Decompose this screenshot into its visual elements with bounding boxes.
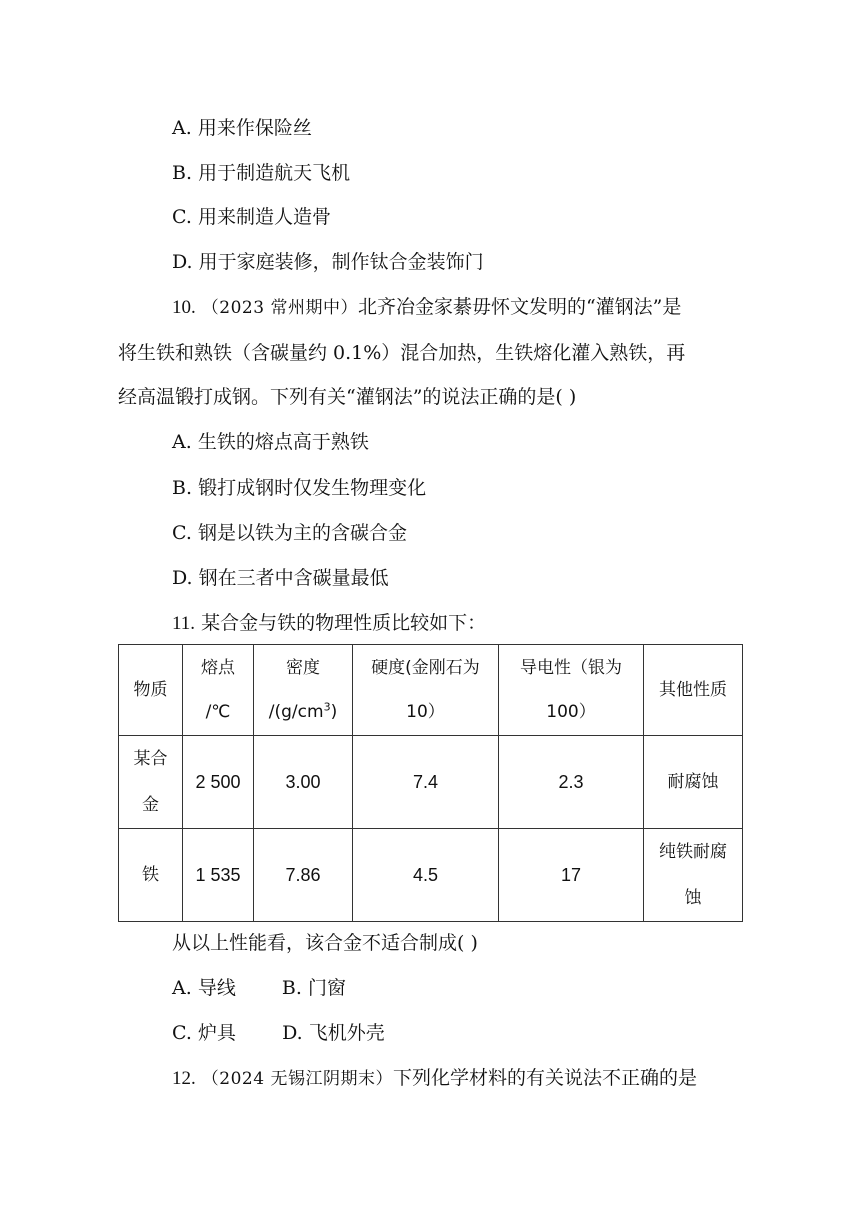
header-density bbox=[254, 645, 353, 736]
cell-other-properties bbox=[644, 829, 743, 922]
option-text: 炉具 bbox=[197, 1022, 236, 1044]
other-properties-line-1: 纯铁耐腐 bbox=[659, 842, 727, 862]
option-text: 飞机外壳 bbox=[308, 1022, 385, 1044]
q10-stem-line-3: 经高温锻打成钢。下列有关“灌钢法”的说法正确的是( ) bbox=[118, 386, 577, 408]
q11-options-row-2 bbox=[172, 1021, 385, 1045]
properties-table bbox=[118, 644, 743, 922]
option-text: 用于制造航天飞机 bbox=[198, 162, 351, 184]
table-header-row bbox=[119, 645, 743, 736]
q11-question: 从以上性能看，该合金不适合制成( ) bbox=[172, 932, 478, 954]
cell-hardness: 4.5 bbox=[353, 829, 499, 922]
header-density-unit bbox=[256, 690, 350, 734]
header-other-properties: 其他性质 bbox=[644, 645, 743, 736]
cell-hardness: 7.4 bbox=[353, 736, 499, 829]
density-unit-text: /(g/cm bbox=[268, 702, 324, 722]
header-hardness bbox=[353, 645, 499, 736]
q12-stem-line-1 bbox=[172, 1066, 697, 1091]
header-hardness-label: 硬度(金刚石为 bbox=[371, 658, 480, 678]
option-text: 钢在三者中含碳量最低 bbox=[198, 567, 389, 589]
option-text: 用来作保险丝 bbox=[197, 117, 312, 139]
table-row bbox=[119, 829, 743, 922]
table-row bbox=[119, 736, 743, 829]
question-source: （2024 无锡江阴期末） bbox=[201, 1069, 393, 1089]
question-stem: 北齐冶金家綦毋怀文发明的“灌钢法”是 bbox=[357, 296, 682, 318]
option-letter: D. bbox=[172, 567, 193, 589]
option-letter: C. bbox=[172, 1022, 192, 1044]
header-substance: 物质 bbox=[119, 645, 183, 736]
q9-option-a bbox=[172, 116, 312, 140]
header-conductivity-label: 导电性（银为 bbox=[520, 658, 622, 678]
option-text: 门窗 bbox=[307, 977, 346, 999]
option-letter: B. bbox=[281, 977, 302, 999]
cell-density: 7.86 bbox=[254, 829, 353, 922]
option-letter: A. bbox=[172, 117, 192, 139]
q10-option-b bbox=[172, 476, 426, 500]
question-number: 11. bbox=[172, 613, 196, 634]
option-letter: B. bbox=[172, 477, 193, 499]
option-letter: D. bbox=[282, 1022, 303, 1044]
option-text: 钢是以铁为主的含碳合金 bbox=[197, 522, 407, 544]
header-melting-point bbox=[183, 645, 254, 736]
substance-name-line-2: 金 bbox=[142, 795, 159, 815]
q10-stem-line-1 bbox=[172, 295, 681, 320]
question-number: 10. bbox=[172, 297, 196, 318]
substance-name-line-1: 某合 bbox=[133, 749, 168, 769]
option-text: 锻打成钢时仅发生物理变化 bbox=[198, 477, 427, 499]
q10-option-d bbox=[172, 566, 389, 590]
question-stem: 下列化学材料的有关说法不正确的是 bbox=[392, 1067, 697, 1089]
cell-substance bbox=[119, 736, 183, 829]
cell-conductivity: 17 bbox=[499, 829, 644, 922]
header-conductivity bbox=[499, 645, 644, 736]
header-hardness-scale: 10） bbox=[406, 702, 445, 722]
density-unit-close: ) bbox=[330, 702, 338, 722]
option-text: 用于家庭装修，制作钛合金装饰门 bbox=[198, 251, 484, 273]
q10-stem-line-2: 将生铁和熟铁（含碳量约 0.1%）混合加热，生铁熔化灌入熟铁，再 bbox=[118, 342, 686, 364]
cell-conductivity: 2.3 bbox=[499, 736, 644, 829]
q9-option-d bbox=[172, 250, 484, 274]
q9-option-b bbox=[172, 161, 350, 185]
option-letter: A. bbox=[172, 431, 192, 453]
header-conductivity-scale: 100） bbox=[546, 702, 596, 722]
option-letter: B. bbox=[172, 162, 193, 184]
question-source: （2023 常州期中） bbox=[201, 298, 358, 318]
header-melting-unit: /℃ bbox=[205, 702, 231, 722]
question-number: 12. bbox=[172, 1068, 196, 1089]
q9-option-c bbox=[172, 205, 331, 229]
cell-other-properties: 耐腐蚀 bbox=[644, 736, 743, 829]
density-unit-exponent: 3 bbox=[323, 700, 331, 714]
cell-melting-point: 2 500 bbox=[183, 736, 254, 829]
q10-option-a bbox=[172, 430, 369, 454]
option-letter: D. bbox=[172, 251, 193, 273]
header-density-label: 密度 bbox=[286, 658, 320, 678]
cell-substance: 铁 bbox=[119, 829, 183, 922]
option-letter: C. bbox=[172, 206, 192, 228]
header-melting-label: 熔点 bbox=[201, 658, 235, 678]
option-letter: A. bbox=[172, 977, 192, 999]
q10-option-c bbox=[172, 521, 407, 545]
option-text: 用来制造人造骨 bbox=[197, 206, 331, 228]
question-stem: 某合金与铁的物理性质比较如下： bbox=[201, 612, 487, 634]
cell-density: 3.00 bbox=[254, 736, 353, 829]
q11-options-row-1 bbox=[172, 976, 346, 1000]
q11-stem bbox=[172, 611, 486, 636]
other-properties-line-2: 蚀 bbox=[684, 888, 702, 908]
option-text: 导线 bbox=[197, 977, 236, 999]
option-letter: C. bbox=[172, 522, 192, 544]
option-text: 生铁的熔点高于熟铁 bbox=[197, 431, 369, 453]
cell-melting-point: 1 535 bbox=[183, 829, 254, 922]
